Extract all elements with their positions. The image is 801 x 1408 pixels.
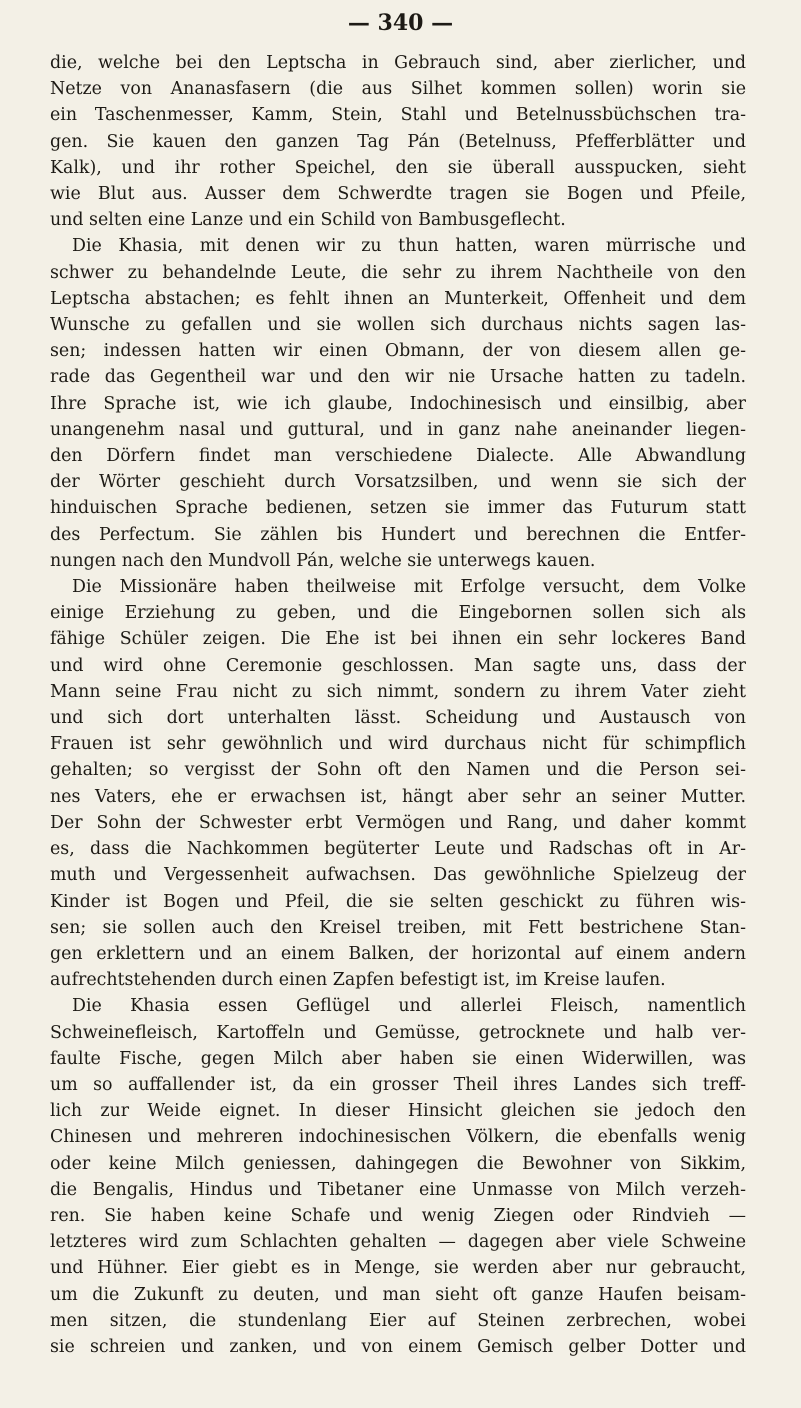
text-line: Kinder ist Bogen und Pfeil, die sie selten geschickt zu führen wis- <box>50 891 746 912</box>
text-line: Leptscha abstachen; es fehlt ihnen an Munterkeit, Offenheit und dem <box>50 288 746 309</box>
text-line: lich zur Weide eignet. In dieser Hinsicht gleichen sie jedoch den <box>50 1101 746 1122</box>
text-line: und Hühner. Eier giebt es in Menge, sie werden aber nur gebraucht, <box>50 1258 746 1279</box>
text-line: und sich dort unterhalten lässt. Scheidung und Austausch von <box>50 708 746 729</box>
text-line: sen; indessen hatten wir einen Obmann, der von diesem allen ge- <box>50 341 746 362</box>
text-line: und wird ohne Ceremonie geschlossen. Man sagte uns, dass der <box>50 655 746 676</box>
text-line: muth und Vergessenheit aufwachsen. Das gewöhnliche Spielzeug der <box>50 865 746 886</box>
text-line: den Dörfern findet man verschiedene Dialecte. Alle Abwandlung <box>50 446 746 467</box>
text-line: Netze von Ananasfasern (die aus Silhet kommen sollen) worin sie <box>50 79 746 100</box>
text-line: gen. Sie kauen den ganzen Tag Pán (Betelnuss, Pfefferblätter und <box>50 131 746 152</box>
body-text <box>50 50 746 1360</box>
text-line: fähige Schüler zeigen. Die Ehe ist bei ihnen ein sehr lockeres Band <box>50 629 746 650</box>
text-line: rade das Gegentheil war und den wir nie Ursache hatten zu tadeln. <box>50 367 746 388</box>
text-line: nes Vaters, ehe er erwachsen ist, hängt aber sehr an seiner Mutter. <box>50 786 746 807</box>
text-line: unangenehm nasal und guttural, und in ganz nahe aneinander liegen- <box>50 419 746 440</box>
text-line: gehalten; so vergisst der Sohn oft den Namen und die Person sei- <box>50 760 746 781</box>
text-line: und selten eine Lanze und ein Schild von Bambusgeflecht. <box>50 210 566 231</box>
text-line: des Perfectum. Sie zählen bis Hundert und berechnen die Entfer- <box>50 524 746 545</box>
text-line: gen erklettern und an einem Balken, der horizontal auf einem andern <box>50 943 746 964</box>
text-line: aufrechtstehenden durch einen Zapfen befestigt ist, im Kreise laufen. <box>50 970 666 991</box>
text-line: Ihre Sprache ist, wie ich glaube, Indochinesisch und einsilbig, aber <box>50 393 746 414</box>
text-line: men sitzen, die stundenlang Eier auf Steinen zerbrechen, wobei <box>50 1310 746 1331</box>
text-line: nungen nach den Mundvoll Pán, welche sie unterwegs kauen. <box>50 550 596 571</box>
text-line: Die Khasia, mit denen wir zu thun hatten, waren mürrische und <box>72 236 746 257</box>
text-line: ren. Sie haben keine Schafe und wenig Ziegen oder Rindvieh — <box>50 1205 746 1226</box>
text-line: Die Khasia essen Geflügel und allerlei Fleisch, namentlich <box>72 996 746 1017</box>
text-line: Schweinefleisch, Kartoffeln und Gemüsse, getrocknete und halb ver- <box>50 1022 746 1043</box>
text-line: wie Blut aus. Ausser dem Schwerdte tragen sie Bogen und Pfeile, <box>50 184 746 205</box>
text-line: sie schreien und zanken, und von einem Gemisch gelber Dotter und <box>50 1336 746 1357</box>
text-line: einige Erziehung zu geben, und die Eingebornen sollen sich als <box>50 603 746 624</box>
text-line: Die Missionäre haben theilweise mit Erfolge versucht, dem Volke <box>72 577 746 598</box>
text-line: schwer zu behandelnde Leute, die sehr zu ihrem Nachtheile von den <box>50 262 746 283</box>
text-line: ein Taschenmesser, Kamm, Stein, Stahl und Betelnussbüchschen tra- <box>50 105 746 126</box>
text-line: Wunsche zu gefallen und sie wollen sich durchaus nichts sagen las- <box>50 315 746 336</box>
text-line: um so auffallender ist, da ein grosser Theil ihres Landes sich treff- <box>50 1074 746 1095</box>
text-line: es, dass die Nachkommen begüterter Leute und Radschas oft in Ar- <box>50 839 746 860</box>
text-line: sen; sie sollen auch den Kreisel treiben, mit Fett bestrichene Stan- <box>50 917 746 938</box>
text-line: um die Zukunft zu deuten, und man sieht oft ganze Haufen beisam- <box>50 1284 746 1305</box>
text-line: Der Sohn der Schwester erbt Vermögen und Rang, und daher kommt <box>50 812 746 833</box>
text-line: Kalk), und ihr rother Speichel, den sie überall ausspucken, sieht <box>50 157 746 178</box>
text-line: hinduischen Sprache bedienen, setzen sie immer das Futurum statt <box>50 498 746 519</box>
text-line: letzteres wird zum Schlachten gehalten — dagegen aber viele Schweine <box>50 1232 746 1253</box>
text-line: oder keine Milch geniessen, dahingegen die Bewohner von Sikkim, <box>50 1153 746 1174</box>
text-line: der Wörter geschieht durch Vorsatzsilben, und wenn sie sich der <box>50 472 746 493</box>
text-line: Chinesen und mehreren indochinesischen Völkern, die ebenfalls wenig <box>50 1127 746 1148</box>
text-line: faulte Fische, gegen Milch aber haben sie einen Widerwillen, was <box>50 1048 746 1069</box>
text-line: die Bengalis, Hindus und Tibetaner eine Unmasse von Milch verzeh- <box>50 1179 746 1200</box>
text-line: Mann seine Frau nicht zu sich nimmt, sondern zu ihrem Vater zieht <box>50 681 746 702</box>
text-line: die, welche bei den Leptscha in Gebrauch sind, aber zierlicher, und <box>50 53 746 73</box>
page-number: — 340 — <box>347 10 454 36</box>
text-line: Frauen ist sehr gewöhnlich und wird durchaus nicht für schimpflich <box>50 734 746 755</box>
